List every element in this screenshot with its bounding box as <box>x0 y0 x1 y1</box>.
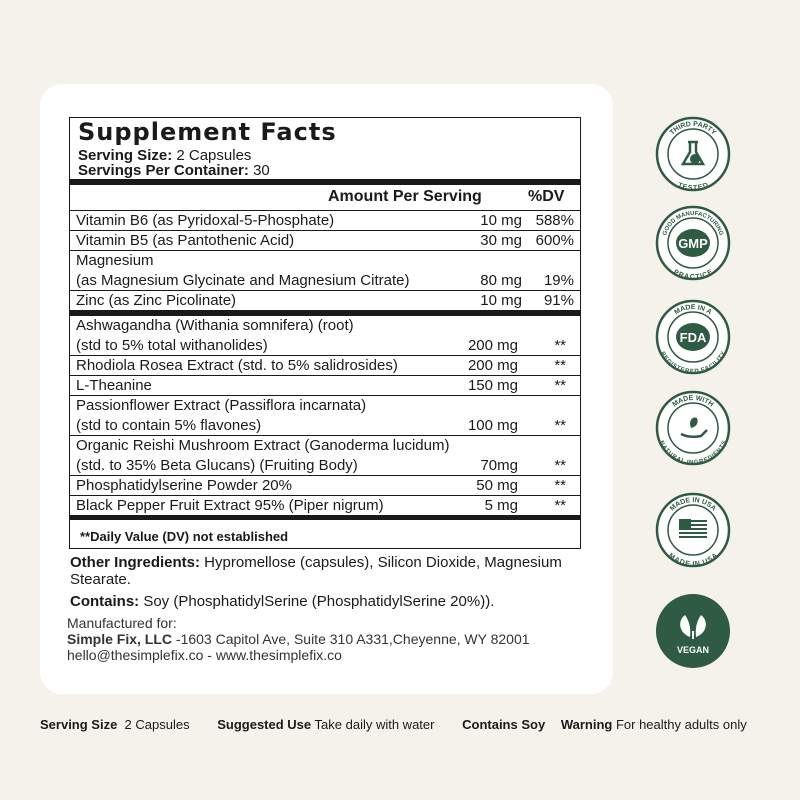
ingredient-dv: 588% <box>535 212 574 229</box>
ingredient-name: Ashwagandha (Withania somnifera) (root) <box>76 317 354 334</box>
ingredient-name: Black Pepper Fruit Extract 95% (Piper nigrum) <box>76 497 384 514</box>
supplement-facts-panel <box>69 117 581 549</box>
ingredient-amount: 100 mg <box>467 417 518 434</box>
ingredient-dv: ** <box>554 377 566 394</box>
ingredient-dv: 91% <box>543 292 574 309</box>
badge-bottom-text: MADE IN USA <box>666 552 720 568</box>
badge-center-text: GMP <box>678 236 708 251</box>
amount-header: Amount Per Serving <box>328 188 482 205</box>
facts-row <box>70 435 580 476</box>
ingredient-amount: 30 mg <box>480 232 522 249</box>
badge-top-text: MADE IN A <box>673 303 713 317</box>
ingredient-dv: ** <box>554 497 566 514</box>
ingredient-dv: ** <box>554 417 566 434</box>
vegan-icon <box>655 593 731 669</box>
ingredient-dv: ** <box>554 457 566 474</box>
ingredient-amount: 70mg <box>480 457 518 474</box>
divider-thick <box>70 515 580 520</box>
ingredient-dv: 19% <box>543 272 574 289</box>
third-party-tested-icon <box>655 116 731 192</box>
ingredient-name: Magnesium <box>76 252 154 269</box>
ingredient-name: Vitamin B5 (as Pantothenic Acid) <box>76 232 295 249</box>
ingredient-name: Vitamin B6 (as Pyridoxal-5-Phosphate) <box>76 212 335 229</box>
ingredient-dv: 600% <box>535 232 574 249</box>
facts-row <box>70 230 580 251</box>
ingredient-amount: 10 mg <box>480 212 522 229</box>
bottom-info-bar: Serving Size 2 Capsules Suggested Use Take daily with water Contains Soy Warning For healthy adults only <box>40 717 747 732</box>
ingredient-dv: ** <box>554 477 566 494</box>
facts-title: Supplement Facts <box>78 118 337 146</box>
ingredient-dv: ** <box>554 337 566 354</box>
dv-header: %DV <box>528 188 565 205</box>
ingredient-dv: ** <box>554 357 566 374</box>
badge-top-text: THIRD PARTY <box>668 120 718 137</box>
badge-bottom-text: TESTED <box>676 181 710 192</box>
facts-row <box>70 250 580 291</box>
ingredient-name: (std. to 35% Beta Glucans) (Fruiting Body) <box>76 457 358 474</box>
ingredient-name: L-Theanine <box>76 377 152 394</box>
ingredient-name: (as Magnesium Glycinate and Magnesium Citrate) <box>76 272 410 289</box>
ingredient-amount: 50 mg <box>476 477 518 494</box>
contains-statement: Contains: Soy (PhosphatidylSerine (PhosphatidylSerine 20%)). <box>70 593 495 610</box>
made-in-usa-icon <box>655 492 731 568</box>
fda-icon <box>655 299 731 375</box>
facts-row <box>70 375 580 396</box>
badge-top-text: GOOD MANUFACTURING <box>662 210 724 237</box>
ingredient-name: Organic Reishi Mushroom Extract (Ganoderma lucidum) <box>76 437 450 454</box>
ingredient-amount: 200 mg <box>467 357 518 374</box>
manufacturer-contact: hello@thesimplefix.co - www.thesimplefix.co <box>67 647 342 663</box>
divider-thick <box>70 179 580 185</box>
facts-row <box>70 495 580 516</box>
ingredient-amount: 150 mg <box>467 377 518 394</box>
ingredient-name: Passionflower Extract (Passiflora incarnata) <box>76 397 367 414</box>
ingredient-amount: 10 mg <box>480 292 522 309</box>
dv-footnote: **Daily Value (DV) not established <box>80 529 289 544</box>
serving-size: Serving Size: 2 Capsules <box>78 147 252 164</box>
badge-bottom-text: REGISTERED FACILITY <box>658 350 728 375</box>
facts-row <box>70 475 580 496</box>
ingredient-name: (std to contain 5% flavones) <box>76 417 262 434</box>
manufacturer-intro: Manufactured for: <box>67 615 177 631</box>
facts-row <box>70 290 580 311</box>
badge-bottom-text: NATURAL INGREDIENTS <box>657 440 729 466</box>
facts-row <box>70 315 580 356</box>
ingredient-name: Rhodiola Rosea Extract (std. to 5% salidrosides) <box>76 357 398 374</box>
facts-row <box>70 210 580 231</box>
gmp-icon <box>655 205 731 281</box>
badge-center-text: FDA <box>679 330 707 345</box>
badge-bottom-text: PRACTICE <box>672 268 714 281</box>
facts-row <box>70 395 580 436</box>
ingredient-amount: 200 mg <box>467 337 518 354</box>
badge-center-text: VEGAN <box>676 645 710 655</box>
facts-row <box>70 355 580 376</box>
ingredient-name: Phosphatidylserine Powder 20% <box>76 477 292 494</box>
servings-per-container: Servings Per Container: 30 <box>78 162 270 179</box>
natural-ingredients-icon <box>655 390 731 466</box>
ingredient-amount: 5 mg <box>484 497 518 514</box>
ingredient-amount: 80 mg <box>480 272 522 289</box>
badge-top-text: MADE WITH <box>671 394 715 409</box>
other-ingredients: Other Ingredients: Hypromellose (capsules), Silicon Dioxide, Magnesium Stearate. <box>70 554 562 588</box>
ingredient-name: (std to 5% total withanolides) <box>76 337 268 354</box>
badge-top-text: MADE IN USA <box>668 496 718 513</box>
manufacturer-address: Simple Fix, LLC -1603 Capitol Ave, Suite 310 A331,Cheyenne, WY 82001 <box>67 631 530 647</box>
ingredient-name: Zinc (as Zinc Picolinate) <box>76 292 237 309</box>
